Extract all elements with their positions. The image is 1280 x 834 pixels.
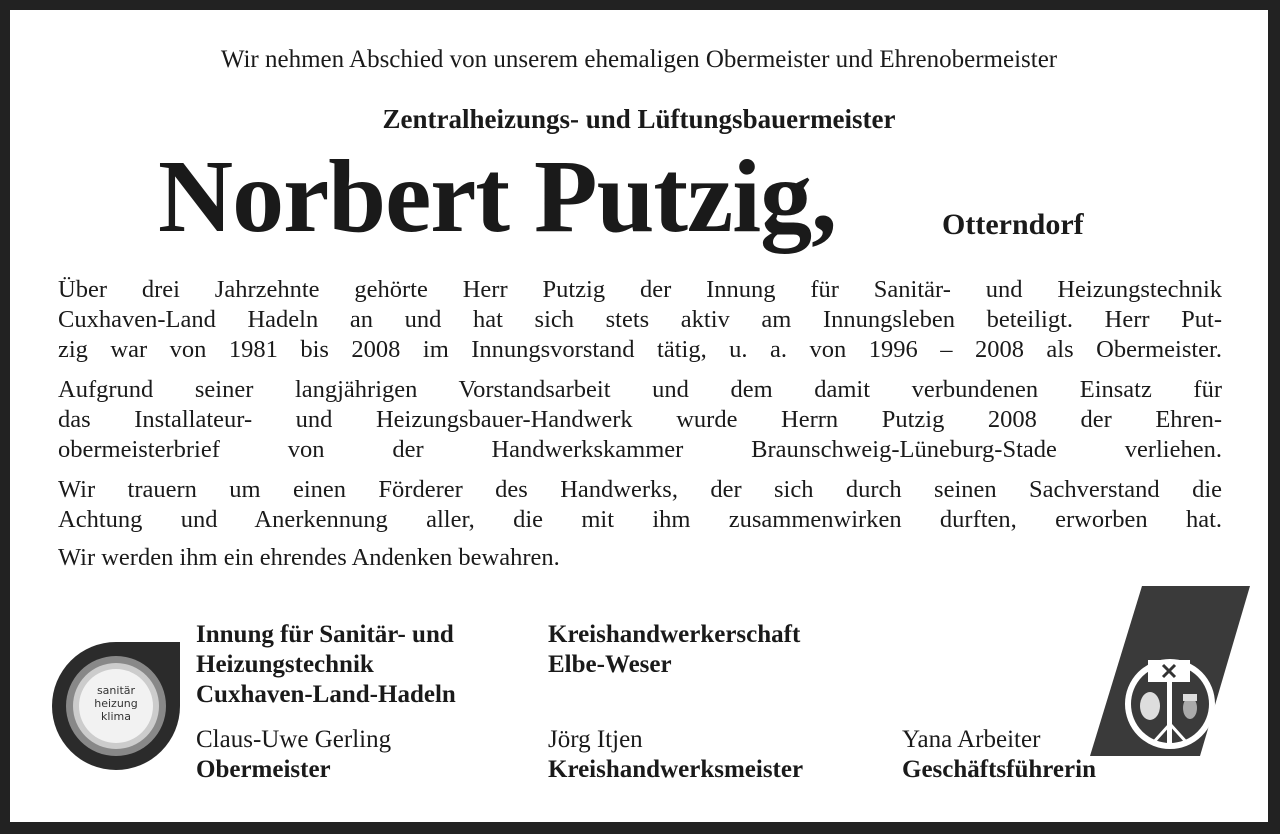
paragraph-2 — [58, 375, 1222, 465]
logo-text: sanitär — [96, 684, 136, 697]
org-line: Cuxhaven-Land-Hadeln — [196, 681, 456, 708]
signer-3 — [902, 725, 1096, 785]
text-line: Wir trauern um einen Förderer des Handwerks, der sich durch seinen Sachverstand die — [58, 476, 1222, 503]
text-line: Aufgrund seiner langjährigen Vorstandsarbeit und dem damit verbundenen Einsatz für — [58, 376, 1222, 403]
paragraph-3 — [58, 475, 1222, 535]
org-line: Innung für Sanitär- und — [196, 621, 454, 648]
signer-title: Geschäftsführerin — [902, 756, 1096, 783]
signer-title: Obermeister — [196, 756, 331, 783]
profession: Zentralheizungs- und Lüftungsbauermeister — [382, 104, 896, 134]
innung-logo-icon — [50, 640, 182, 772]
text-line: obermeisterbrief von der Handwerkskammer Braunschweig-Lüneburg-Stade verliehen. — [58, 436, 1222, 463]
signer-name: Claus-Uwe Gerling — [196, 726, 392, 753]
signer-name: Jörg Itjen — [548, 726, 643, 753]
paragraph-4 — [58, 543, 1222, 573]
org-line: Elbe-Weser — [548, 651, 672, 678]
intro-line: Wir nehmen Abschied von unserem ehemaligen Obermeister und Ehrenobermeister — [220, 46, 1058, 73]
logo-text: klima — [101, 710, 131, 723]
org-line: Heizungstechnik — [196, 651, 374, 678]
hometown: Otterndorf — [942, 208, 1084, 241]
text-line: zig war von 1981 bis 2008 im Innungsvorstand tätig, u. a. von 1996 – 2008 als Obermeister. — [58, 336, 1222, 363]
signer-1 — [196, 725, 391, 785]
org-kreishandwerkerschaft — [548, 620, 800, 680]
deceased-name: Norbert Putzig, — [158, 139, 837, 254]
text-line: Wir werden ihm ein ehrendes Andenken bewahren. — [58, 544, 560, 571]
signer-title: Kreishandwerksmeister — [548, 756, 804, 783]
text-line: Cuxhaven-Land Hadeln an und hat sich stets aktiv am Innungsleben beteiligt. Herr Put- — [58, 306, 1222, 333]
text-line: Über drei Jahrzehnte gehörte Herr Putzig der Innung für Sanitär- und Heizungstechnik — [58, 276, 1222, 303]
text-line: das Installateur- und Heizungsbauer-Handwerk wurde Herrn Putzig 2008 der Ehren- — [58, 406, 1222, 433]
text-line: Achtung und Anerkennung aller, die mit ihm zusammenwirken durften, erworben hat. — [58, 506, 1222, 533]
paragraph-1 — [58, 275, 1222, 365]
signer-2 — [548, 725, 803, 785]
org-innung — [196, 620, 456, 710]
handwerk-logo-icon — [1090, 586, 1252, 758]
signer-name: Yana Arbeiter — [902, 726, 1041, 753]
logo-text: heizung — [94, 697, 138, 710]
org-line: Kreishandwerkerschaft — [548, 621, 801, 648]
obituary-notice — [10, 10, 1268, 822]
